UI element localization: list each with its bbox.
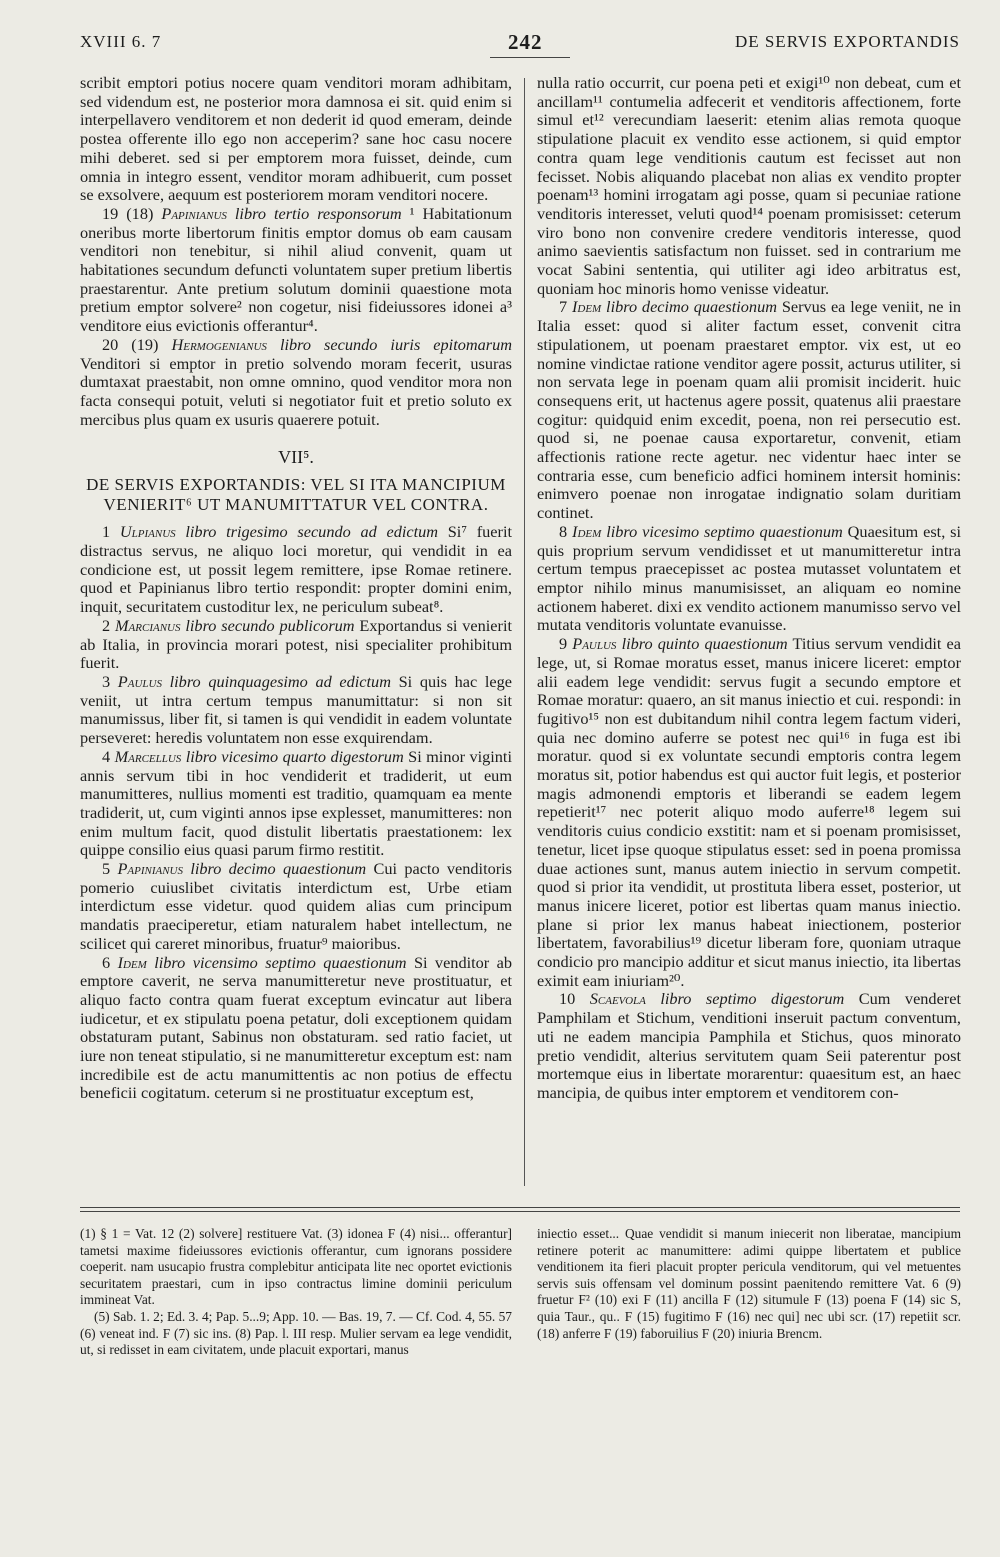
column-divider xyxy=(524,78,525,1186)
fragment-number: 2 xyxy=(102,615,111,635)
fragment-author: Hermogenianus xyxy=(171,334,267,354)
fragment-text: ¹ Habitationum oneribus morte libertorum finitis emptor domus ob eam causam venditori non tenebitur, si nihil aliud convenit, quam ut habitationes secundum defuncti voluntatem super pretium libertis praestarentur. Ante pretium solutum dominii quaestione mota pretium emptor solvere² non cogetur, nisi fideiussores idonei a³ venditore eius evictionis offerantur⁴. xyxy=(80,203,512,336)
fragment-20 xyxy=(80,336,512,430)
fragment-author: Ulpianus xyxy=(119,522,176,542)
fragment-number: 10 xyxy=(559,989,576,1009)
fragment-author: Idem xyxy=(571,297,602,317)
fragment-text: Si quis hac lege veniit, ut intra certum tempus manumittatur: si non sit manumissus, liber fit, si tamen is qui vendidit in eadem voluntate perseveret: heredis voluntatem non esse exquirendam. xyxy=(80,671,512,748)
fragment-author: Paulus xyxy=(572,634,617,654)
fragment-text: Cum venderet Pamphilam et Stichum, venditioni inseruit pactum conventum, uti ne eadem mancipia Pamphila et Stichus, quos minorato pretio vendidit, alterius servitutem quam Seii paterentur post mortemque eius in libertate morarentur: quaesitum est, an haec mancipia, de quibus inter emptorem et venditorem con- xyxy=(537,989,961,1102)
paragraph-continuation: scribit emptori potius nocere quam venditori moram adhibitam, sed videndum est, ne posterior mora damnosa ei sit. quid enim si interpellavero venditorem et non dederit id quod emeram, deinde postea offerente illo ego non acceperim? sane hoc casu nocere mihi deberet. sed si per emptorem mora fuisset, deinde, cum omnia in integro essent, venditor moram adhibuerit, cum posset se exsolvere, aequum est posteriorem moram venditori nocere. xyxy=(80,74,512,205)
fragment-source: libro decimo quaestionum xyxy=(190,859,367,879)
fragment-author: Marcellus xyxy=(114,746,182,766)
fragment-source: libro vicesimo quarto digestorum xyxy=(185,746,404,766)
fragment-author: Papinianus xyxy=(117,859,183,879)
fragment-4 xyxy=(80,748,512,860)
fragment-1 xyxy=(80,523,512,617)
section-title xyxy=(80,447,512,515)
fragment-text: Si minor viginti annis servum tibi in hoc vendiderit et tradiderit, ut eum manumitteres, nullius momenti est traditio, quamquam ea mente tradiderit, ut, cum viginti annos ipse explesset, manumitteres: non enim multum facit, quod distulit libertatis praestationem: lex quippe consilio eius quasi parum firmo restitit. xyxy=(80,746,512,860)
fragment-text: Si⁷ fuerit distractus servus, ne aliquo loci moretur, qui vendidit in ea condicione est, ut possit legem remittere, ipse Romae retinere. quod et Papinianus libro tertio respondit: propter domini enim, inquit, securitatem custoditur lex, ne periculum subeat⁸. xyxy=(80,522,512,617)
fragment-source: libro septimo digestorum xyxy=(660,989,845,1009)
footnote-block: iniectio esset... Quae vendidit si manum iniecerit non liberatae, mancipium retinere poterit ac manumittere: adimi quippe libertatem et publice venditionem ita fieri placuit propter pericula venditorum, qui vel metuentes servis suis offensam vel dominum possint paenitendo remittere Vat. 6 (9) fruetur F² (10) exi F (11) ancilla F (12) situmule F (13) poena F (14) sic S, quia Taur., qu.. F (15) fugitimo F (16) nec qui] nec ubi scr. (17) repetiit scr. (18) anferre F (19) faboruilius F (20) iniuria Brencm. xyxy=(537,1226,961,1341)
fragment-number: 1 xyxy=(102,522,111,542)
footnotes-right xyxy=(537,1226,961,1526)
fragment-5 xyxy=(80,860,512,954)
fragment-7 xyxy=(537,298,961,522)
fragment-author: Paulus xyxy=(117,671,162,691)
footnote-block: (5) Sab. 1. 2; Ed. 3. 4; Pap. 5...9; App. 10. — Bas. 19, 7. — Cf. Cod. 4, 55. 57 (6) veneat ind. F (7) sic ins. (8) Pap. l. III resp. Mulier servam ea lege vendidit, ut, si redisset in eam civitatem, unde placuit exportari, manus xyxy=(80,1308,512,1358)
fragment-author: Marcianus xyxy=(115,615,181,635)
fragment-text: Si venditor ab emptore caverit, ne serva manumitteretur neve prostituatur, et aliquo facto contra quam fuerat exceptum evincatur aut libera iudicetur, et ex stipulatu poena petatur, doli exceptionem quidam obstaturam putant, Sabinus non obstaturam. sed ratio faciet, ut iure non teneat stipulatio, si ne manumitteretur exceptum est: nam incredibile est de actu manumittentis ac non potius de effectu beneficii cogitatum. ceterum si ne prostituatur exceptum est, xyxy=(80,952,512,1103)
fragment-9 xyxy=(537,635,961,990)
fragment-number: 19 (18) xyxy=(102,203,154,223)
fragment-number: 20 (19) xyxy=(102,334,159,354)
fragment-author: Idem xyxy=(117,952,147,972)
footnotes-left xyxy=(80,1226,512,1526)
right-column xyxy=(537,74,961,1192)
header-chapter-ref: XVIII 6. 7 xyxy=(80,32,162,51)
footnote-rule xyxy=(80,1211,960,1212)
fragment-text: Exportandus si venierit ab Italia, in provincia morari potest, nisi specialiter prohibitum fuerit. xyxy=(80,615,512,673)
fragment-source: libro tertio responsorum xyxy=(234,203,402,223)
fragment-10 xyxy=(537,990,961,1102)
fragment-number: 8 xyxy=(559,521,568,541)
page-number: 242 xyxy=(508,30,570,58)
paragraph-continuation: nulla ratio occurrit, cur poena peti et exigi¹⁰ non debeat, cum et ancillam¹¹ contumelia adfecerit et venditoris affectionem, forte simul et¹² verecundiam laeserit: etenim alias remota quoque stipulatione placuit ex vendito esse actionem, si quid emptor contra quam lege venditionis cautum est fecisset aut non fecisset. Nobis aliquando placebat non alias ex vendito propter poenam¹³ homini irrogatam agi posse, quam si pecuniae ratione venditoris interesset, veluti quod¹⁴ poenam promisisset: ceterum viro bono non convenire credere venditoris interesse, quod animo saevientis satisfactum non fuisset. sed in contrarium me vocat Sabini sententia, qui utiliter agi ideo arbitratus est, quoniam hoc minoris homo venisse videatur. xyxy=(537,74,961,298)
fragment-2 xyxy=(80,617,512,673)
fragment-6 xyxy=(80,954,512,1104)
fragment-author: Papinianus xyxy=(161,203,227,223)
fragment-source: libro secundo iuris epitomarum xyxy=(279,334,512,354)
fragment-source: libro decimo quaestionum xyxy=(606,297,777,317)
fragment-19 xyxy=(80,205,512,336)
fragment-number: 6 xyxy=(102,952,111,972)
section-rubric: DE SERVIS EXPORTANDIS: VEL SI ITA MANCIPIUM VENIERIT⁶ UT MANUMITTATUR VEL CONTRA. xyxy=(86,475,506,515)
fragment-source: libro secundo publicorum xyxy=(185,615,355,635)
fragment-text: Cui pacto venditoris pomerio cuiuslibet civitatis interdictum est, Urbe etiam interdictum esse videtur. quod quidem alias cum principum mandatis praeciperetur, etiam naturalem habet intellectum, ne scilicet qui careret minoribus, fruatur⁹ maioribus. xyxy=(80,859,512,953)
fragment-8 xyxy=(537,523,961,635)
fragment-text: Servus ea lege veniit, ne in Italia esset: quod si aliter factum esset, convenit citra stipulationem, ut poenam praestaret emptor. vix est, ut eo nomine vindictae ratione venditor agere possit, acturus utiliter, si non servata lege in poenam quam alii promisit inciderit. huic consequens erit, ut hactenus agere possit, quatenus alii praestare cogitur: quidquid enim excedit, poena, non rei persecutio est. quod si, ne poenae causa exportaretur, convenit, etiam affectionis ratione recte agetur. nec videntur haec inter se contraria esse, cum beneficio adfici hominem intersit hominis: enimvero poenae non inrogatae indignatio solam duritiam continet. xyxy=(537,297,961,523)
fragment-number: 9 xyxy=(559,634,568,654)
footnote-rule xyxy=(80,1207,960,1208)
fragment-number: 3 xyxy=(102,671,111,691)
section-number: VII⁵. xyxy=(278,447,314,468)
fragment-source: libro vicesimo septimo quaestionum xyxy=(606,521,843,541)
left-column xyxy=(80,74,512,1192)
fragment-number: 4 xyxy=(102,746,111,766)
fragment-text: Quaesitum est, si quis proprium servum vendidisset et ut manumitteretur intra certum tempus praecepisset ac postea mutasset voluntatem et emptor nihilo minus manumisisset, an aliquam eo nomine actionem haberet. dixi ex vendito actionem manumisso servo vel mutata venditoris voluntate evanuisse. xyxy=(537,521,961,635)
footnote-block: (1) § 1 = Vat. 12 (2) solvere] restituere Vat. (3) idonea F (4) nisi... offerantur] tametsi maxime fideiussores evictionis offerantur, cum ignorans possidere coeperit. nam usucapio frustra complebitur anticipata lite nec oportet evictionis securitatem praestari, cum in ipso contractus limine dominii periculum immineat Vat. xyxy=(80,1226,512,1308)
fragment-number: 7 xyxy=(559,297,568,317)
fragment-text: Titius servum vendidit ea lege, ut, si Romae moratus esset, manus inicere liceret: emptor alii eadem lege vendidit: servus fugit a secundo emptore et Romae moratur: quaero, an sit manus iniectio et cui. respondi: in fugitivo¹⁵ non est dubitandum nihil contra legem factum videri, quia nec domino auferre se potest nec qui¹⁶ in fuga est ibi moratur. quod si ex voluntate secundi emptoris contra legem moratus sit, potior habendus est qui auctor fuit legis, et posterior magis admonendi emptoris et liberandi se eadem legem repetierit¹⁷ nec poterit aliquo modo auferre¹⁸ legem sui venditoris cuius condicio exstitit: nam et si poenam promisisset, tenetur, licet ipse quoque stipulatus esset: sed in poena promissa duae actiones sunt, manus autem iniectio in servum competit. quod si prior ita vendidit, ut prostituta libera esset, posterior, ut manus inicere liceret, potior est libertas quam manus iniectio. plane si prior lex manus habeat iniectionem, posterior libertatem, favorabilius¹⁹ dicetur liberam fore, quoniam utraque condicio pro mancipio additur et sicut manus iniectio, ita libertas eximit eam iniuriam²⁰. xyxy=(537,634,961,990)
fragment-source: libro quinquagesimo ad edictum xyxy=(169,671,391,691)
running-header xyxy=(80,32,960,62)
fragment-3 xyxy=(80,673,512,748)
header-section-title: DE SERVIS EXPORTANDIS xyxy=(734,32,960,51)
fragment-source: libro quinto quaestionum xyxy=(621,634,788,654)
fragment-author: Idem xyxy=(572,521,602,541)
fragment-source: libro trigesimo secundo ad edictum xyxy=(185,522,439,542)
fragment-source: libro vicensimo septimo quaestionum xyxy=(154,952,407,972)
fragment-text: Venditori si emptor in pretio solvendo moram fecerit, usuras dumtaxat praestabit, non omne omnino, quod venditor mora non facta consequi potuit, veluti si negotiator fuit et pretio soluto ex mercibus plus quam ex usuris quaerere potuit. xyxy=(80,353,512,429)
fragment-author: Scaevola xyxy=(589,989,646,1009)
fragment-number: 5 xyxy=(102,859,111,879)
